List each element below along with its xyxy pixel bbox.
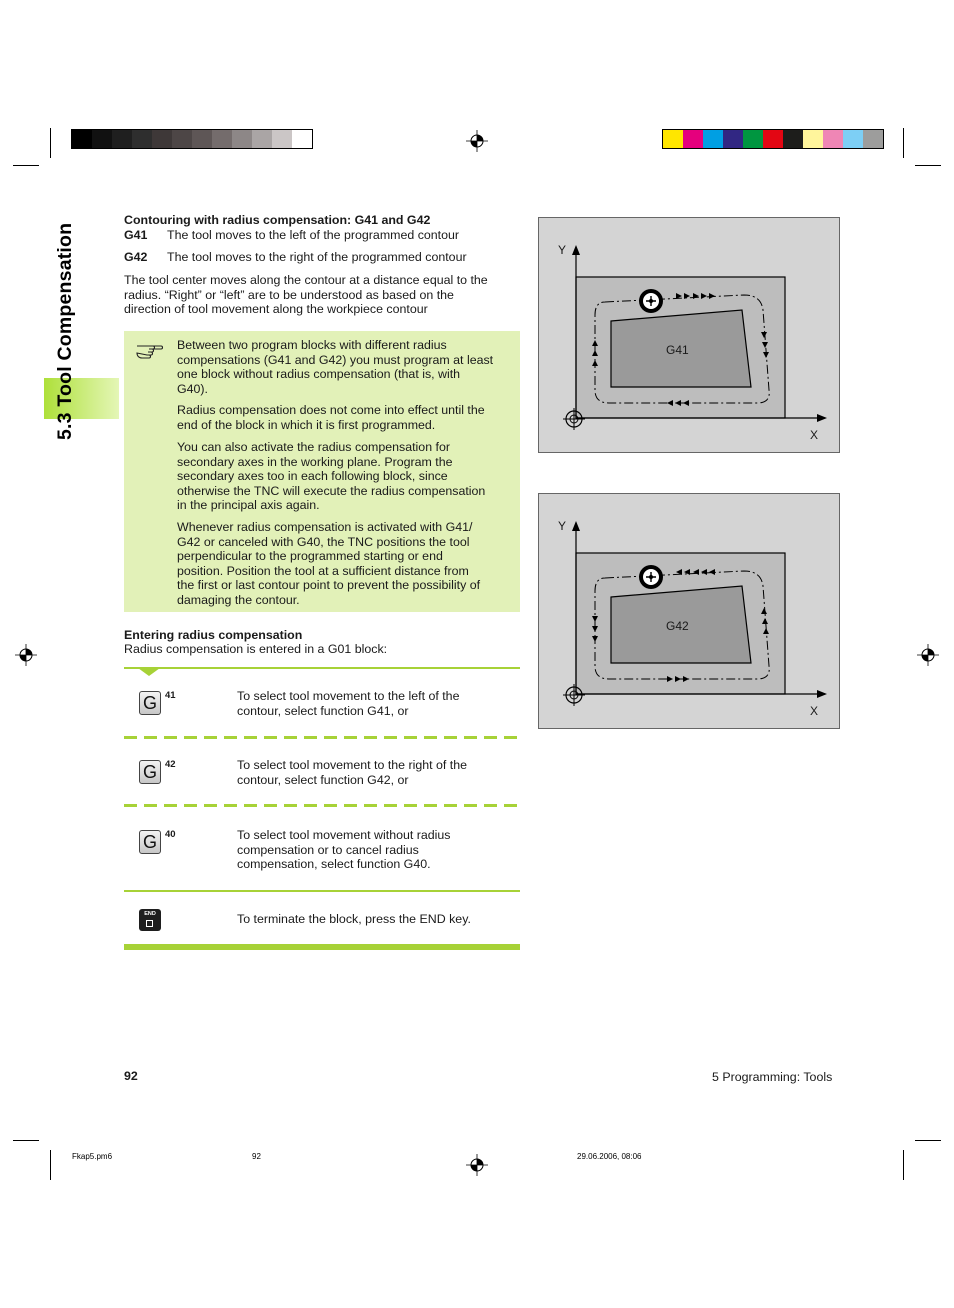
note-paragraph: Whenever radius compensation is activated with G41/ G42 or canceled with G40, the TNC positions the tool perpendicular to the programmed starting or end position. Position the tool at a sufficient distance from the first or last contour point to prevent the possibility of damaging the contour. [177, 520, 481, 607]
step-divider [124, 890, 520, 892]
section-subtitle: Radius compensation is entered in a G01 block: [124, 642, 388, 656]
milling-cutter-icon [639, 565, 663, 589]
note-paragraph: Radius compensation does not come into effect until the end of the block in which it is first programmed. [177, 403, 485, 432]
color-swatch [863, 130, 883, 148]
registration-mark-icon [466, 1154, 488, 1176]
color-swatch [663, 130, 683, 148]
color-swatch [112, 130, 132, 148]
color-swatch [803, 130, 823, 148]
key-subscript: 41 [165, 690, 176, 701]
color-swatch [192, 130, 212, 148]
y-axis-label: Y [558, 519, 567, 533]
x-axis-label: X [810, 428, 819, 442]
note-paragraph: Between two program blocks with different radius compensations (G41 and G42) you must program at least one block without radius compensation (that is, with G40). [177, 338, 494, 396]
registration-mark-icon [917, 644, 939, 666]
slug-date: 29.06.2006, 08:06 [577, 1152, 642, 1161]
color-swatch [152, 130, 172, 148]
crop-mark [903, 1150, 904, 1180]
g-key-button[interactable]: G [139, 830, 161, 854]
figure-label: G41 [666, 343, 689, 357]
figure-label: G42 [666, 619, 689, 633]
color-swatch [132, 130, 152, 148]
pointing-hand-icon [136, 339, 164, 359]
definition-code: G41 [124, 228, 148, 242]
definition-text: The tool moves to the left of the programmed contour [167, 228, 460, 242]
step-divider [124, 736, 520, 739]
page-number: 92 [124, 1069, 138, 1083]
color-swatch [92, 130, 112, 148]
section-heading: Entering radius compensation [124, 628, 303, 642]
registration-mark-icon [15, 644, 37, 666]
color-swatch [763, 130, 783, 148]
step-divider [124, 667, 520, 669]
color-swatch [683, 130, 703, 148]
key-subscript: 42 [165, 759, 176, 770]
milling-cutter-icon [639, 289, 663, 313]
step-description: To terminate the block, press the END key. [237, 912, 471, 926]
color-swatch [783, 130, 803, 148]
color-swatch [292, 130, 312, 148]
crop-mark [13, 1140, 39, 1141]
slug-page: 92 [252, 1152, 261, 1161]
color-bar [662, 129, 884, 149]
crop-mark [903, 128, 904, 158]
step-divider [124, 804, 520, 807]
end-key-square-icon [146, 920, 153, 927]
end-key-button[interactable] [139, 909, 161, 931]
color-swatch [743, 130, 763, 148]
crop-mark [50, 128, 51, 158]
grayscale-bar [71, 129, 313, 149]
figure-g42 [538, 493, 840, 729]
registration-mark-icon [466, 130, 488, 152]
color-swatch [232, 130, 252, 148]
end-key-label: END [144, 911, 156, 917]
definition-text: The tool moves to the right of the programmed contour [167, 250, 467, 264]
crop-mark [50, 1150, 51, 1180]
color-swatch [723, 130, 743, 148]
color-swatch [172, 130, 192, 148]
g-key-button[interactable]: G [139, 691, 161, 715]
chapter-tab-label: 5.3 Tool Compensation [54, 222, 76, 440]
color-swatch [72, 130, 92, 148]
section-end-bar [124, 944, 520, 950]
color-swatch [843, 130, 863, 148]
slug-file: Fkap5.pm6 [72, 1152, 113, 1161]
x-axis-label: X [810, 704, 819, 718]
crop-mark [915, 1140, 941, 1141]
crop-mark [915, 165, 941, 166]
body-paragraph: The tool center moves along the contour at a distance equal to the radius. “Right” or “left” are to be understood as based on the direction of tool movement along the workpiece contour [124, 273, 488, 317]
step-description: To select tool movement without radius compensation or to cancel radius compensation, select function G40. [237, 828, 451, 872]
color-swatch [272, 130, 292, 148]
color-swatch [212, 130, 232, 148]
crop-mark [13, 165, 39, 166]
color-swatch [823, 130, 843, 148]
key-subscript: 40 [165, 829, 176, 840]
step-pointer-icon [138, 668, 160, 677]
color-swatch [703, 130, 723, 148]
step-description: To select tool movement to the right of the contour, select function G42, or [237, 758, 468, 787]
footer-chapter: 5 Programming: Tools [712, 1070, 833, 1084]
section-heading: Contouring with radius compensation: G41 and G42 [124, 213, 431, 227]
note-paragraph: You can also activate the radius compensation for secondary axes in the working plane. Program the secondary axes too in each following block, since otherwise the TNC will execute the radius compensation in the principal axis again. [177, 440, 486, 512]
g-key-button[interactable]: G [139, 760, 161, 784]
step-description: To select tool movement to the left of the contour, select function G41, or [237, 689, 460, 718]
definition-code: G42 [124, 250, 148, 264]
color-swatch [252, 130, 272, 148]
y-axis-label: Y [558, 243, 567, 257]
figure-g41 [538, 217, 840, 453]
